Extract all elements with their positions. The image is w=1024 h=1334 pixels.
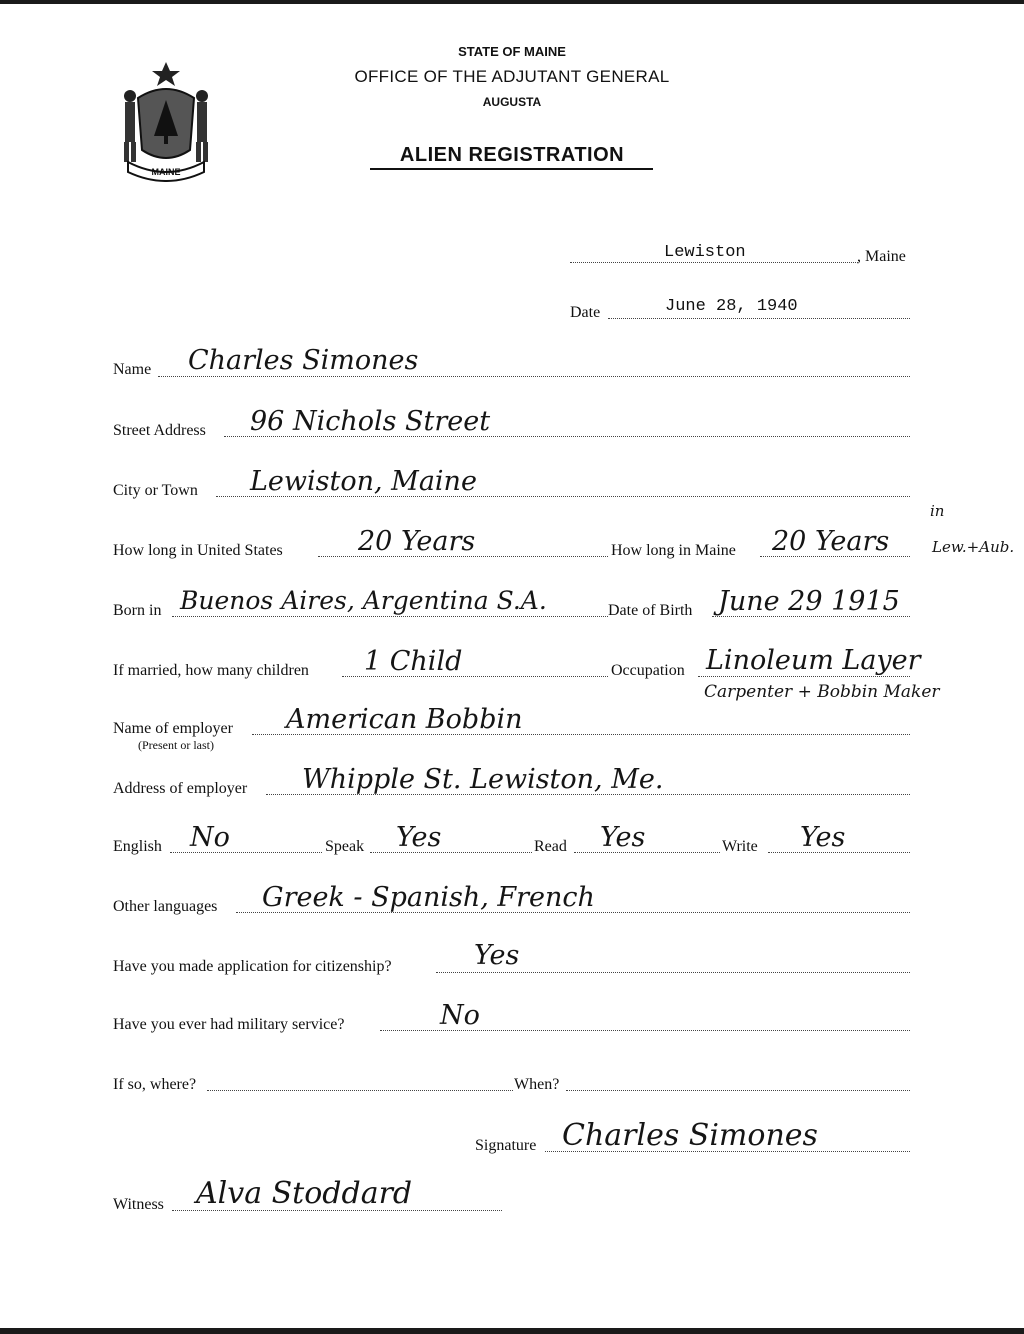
when-line — [566, 1090, 910, 1091]
birth-date-label: Date of Birth — [608, 602, 693, 619]
maine-years-label: How long in Maine — [611, 542, 736, 559]
write-label: Write — [722, 838, 758, 855]
children-label: If married, how many children — [113, 662, 309, 679]
read-label: Read — [534, 838, 567, 855]
street-value: 96 Nichols Street — [250, 406, 491, 437]
citizenship-line — [436, 972, 910, 973]
military-value: No — [440, 1000, 480, 1031]
city-label: City or Town — [113, 482, 198, 499]
place-line — [570, 262, 858, 263]
signature-value: Charles Simones — [562, 1118, 818, 1153]
english-value: No — [190, 822, 230, 853]
employer-label: Name of employer — [113, 720, 233, 737]
name-label: Name — [113, 361, 152, 378]
other-languages-value: Greek - Spanish, French — [262, 882, 595, 913]
header-city: AUGUSTA — [482, 95, 542, 109]
date-value: June 28, 1940 — [665, 297, 798, 316]
birth-date-value: June 29 1915 — [718, 586, 900, 617]
employer-sublabel: (Present or last) — [138, 738, 214, 752]
occupation-value: Linoleum Layer — [706, 645, 921, 676]
occupation-label: Occupation — [611, 662, 685, 679]
city-value: Lewiston, Maine — [250, 466, 477, 497]
when-label: When? — [514, 1076, 560, 1093]
name-value: Charles Simones — [188, 345, 419, 376]
where-label: If so, where? — [113, 1076, 197, 1093]
maine-years-annotation: Lew.+Aub. — [932, 538, 1015, 556]
occupation-value-2: Carpenter + Bobbin Maker — [704, 682, 940, 702]
date-label: Date — [570, 304, 601, 321]
military-label: Have you ever had military service? — [113, 1016, 345, 1033]
born-in-value: Buenos Aires, Argentina S.A. — [180, 586, 547, 615]
employer-address-value: Whipple St. Lewiston, Me. — [302, 764, 664, 795]
speak-value: Yes — [396, 822, 442, 853]
name-line — [158, 376, 910, 377]
maine-years-annotation-top: in — [930, 502, 945, 520]
witness-value: Alva Stoddard — [196, 1176, 413, 1211]
form-title: ALIEN REGISTRATION — [399, 144, 625, 166]
speak-line — [370, 852, 532, 853]
speak-label: Speak — [325, 838, 365, 855]
street-label: Street Address — [113, 422, 206, 439]
witness-label: Witness — [113, 1196, 164, 1213]
citizenship-label: Have you made application for citizenship? — [113, 958, 392, 975]
maine-years-value: 20 Years — [772, 526, 890, 557]
date-line — [608, 318, 910, 319]
header-state: STATE OF MAINE — [458, 44, 566, 59]
citizenship-value: Yes — [474, 940, 520, 971]
occupation-line — [698, 676, 910, 677]
seal-label: MAINE — [151, 167, 181, 177]
born-in-line — [172, 616, 608, 617]
scan-edge-top — [0, 0, 1024, 4]
where-line — [207, 1090, 513, 1091]
other-languages-label: Other languages — [113, 898, 218, 915]
employer-address-label: Address of employer — [113, 780, 248, 797]
scan-edge-bottom — [0, 1328, 1024, 1334]
employer-value: American Bobbin — [286, 704, 523, 735]
read-value: Yes — [600, 822, 646, 853]
english-label: English — [113, 838, 162, 855]
children-value: 1 Child — [364, 646, 463, 677]
us-years-value: 20 Years — [358, 526, 476, 557]
signature-label: Signature — [475, 1137, 537, 1154]
born-in-label: Born in — [113, 602, 162, 619]
us-years-label: How long in United States — [113, 542, 283, 559]
read-line — [574, 852, 720, 853]
place-value: Lewiston — [664, 243, 746, 262]
form-title-underline — [370, 168, 653, 170]
write-value: Yes — [800, 822, 846, 853]
header-office: OFFICE OF THE ADJUTANT GENERAL — [354, 67, 670, 86]
place-suffix: , Maine — [857, 248, 906, 265]
